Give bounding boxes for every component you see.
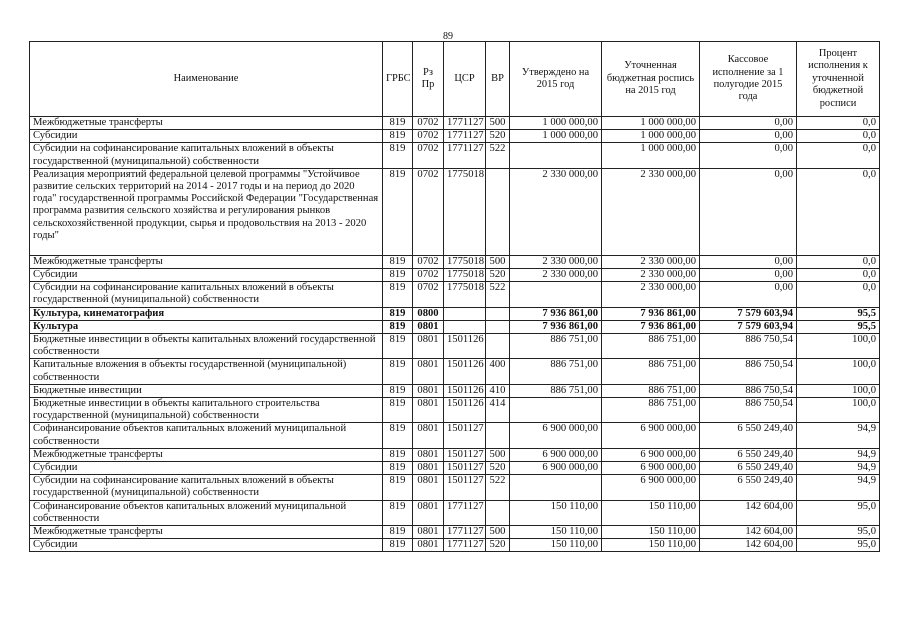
cell-approved: [510, 282, 602, 307]
cell-cash: 886 750,54: [700, 384, 797, 397]
cell-csr: 1501127: [444, 462, 486, 475]
cell-csr: 1775018: [444, 282, 486, 307]
cell-refined: 6 900 000,00: [602, 448, 700, 461]
header-rzpr: Рз Пр: [413, 42, 444, 117]
cell-approved: 7 936 861,00: [510, 320, 602, 333]
cell-rzpr: 0801: [413, 500, 444, 525]
cell-rzpr: 0801: [413, 526, 444, 539]
cell-approved: 1 000 000,00: [510, 130, 602, 143]
cell-refined: 7 936 861,00: [602, 320, 700, 333]
cell-refined: 886 751,00: [602, 334, 700, 359]
cell-cash: 7 579 603,94: [700, 307, 797, 320]
cell-approved: 150 110,00: [510, 526, 602, 539]
cell-refined: 1 000 000,00: [602, 117, 700, 130]
cell-vr: 522: [486, 475, 510, 500]
cell-vr: 500: [486, 526, 510, 539]
cell-grbs: 819: [383, 117, 413, 130]
cell-refined: 150 110,00: [602, 539, 700, 552]
cell-rzpr: 0801: [413, 423, 444, 448]
cell-approved: 2 330 000,00: [510, 269, 602, 282]
cell-approved: 2 330 000,00: [510, 168, 602, 255]
cell-rzpr: 0702: [413, 282, 444, 307]
cell-rzpr: 0702: [413, 117, 444, 130]
cell-csr: [444, 320, 486, 333]
header-percent: Процент исполнения к уточненной бюджетной росписи: [797, 42, 880, 117]
cell-name: Субсидии: [30, 130, 383, 143]
cell-cash: 6 550 249,40: [700, 462, 797, 475]
cell-refined: 1 000 000,00: [602, 130, 700, 143]
cell-approved: 886 751,00: [510, 384, 602, 397]
cell-percent: 0,0: [797, 269, 880, 282]
cell-refined: 6 900 000,00: [602, 423, 700, 448]
cell-name: Межбюджетные трансферты: [30, 526, 383, 539]
cell-percent: 100,0: [797, 384, 880, 397]
cell-cash: 886 750,54: [700, 359, 797, 384]
cell-grbs: 819: [383, 307, 413, 320]
cell-grbs: 819: [383, 282, 413, 307]
cell-vr: 500: [486, 255, 510, 268]
cell-cash: 0,00: [700, 130, 797, 143]
cell-percent: 0,0: [797, 143, 880, 168]
cell-approved: 886 751,00: [510, 359, 602, 384]
table-row: [30, 307, 880, 320]
cell-name: Бюджетные инвестиции: [30, 384, 383, 397]
cell-grbs: 819: [383, 526, 413, 539]
cell-percent: 100,0: [797, 334, 880, 359]
cell-name: Культура, кинематография: [30, 307, 383, 320]
cell-grbs: 819: [383, 398, 413, 423]
cell-refined: 2 330 000,00: [602, 282, 700, 307]
cell-vr: [486, 423, 510, 448]
cell-percent: 95,0: [797, 526, 880, 539]
cell-name: Межбюджетные трансферты: [30, 117, 383, 130]
header-name: Наименование: [30, 42, 383, 117]
cell-refined: 2 330 000,00: [602, 255, 700, 268]
header-refined: Уточненная бюджетная роспись на 2015 год: [602, 42, 700, 117]
cell-refined: 886 751,00: [602, 384, 700, 397]
cell-vr: 410: [486, 384, 510, 397]
cell-percent: 0,0: [797, 282, 880, 307]
table-row: [30, 168, 880, 255]
cell-approved: 150 110,00: [510, 539, 602, 552]
cell-grbs: 819: [383, 334, 413, 359]
cell-approved: 6 900 000,00: [510, 423, 602, 448]
header-cash: Кассовое исполнение за 1 полугодие 2015 года: [700, 42, 797, 117]
cell-csr: 1771127: [444, 526, 486, 539]
cell-vr: 414: [486, 398, 510, 423]
cell-grbs: 819: [383, 130, 413, 143]
cell-vr: 500: [486, 448, 510, 461]
table-row: [30, 282, 880, 307]
cell-percent: 94,9: [797, 448, 880, 461]
cell-rzpr: 0702: [413, 255, 444, 268]
cell-cash: 6 550 249,40: [700, 475, 797, 500]
cell-csr: 1501127: [444, 423, 486, 448]
cell-refined: 2 330 000,00: [602, 168, 700, 255]
cell-percent: 95,5: [797, 307, 880, 320]
header-approved: Утверждено на 2015 год: [510, 42, 602, 117]
cell-vr: 520: [486, 462, 510, 475]
cell-csr: 1771127: [444, 143, 486, 168]
table-row: [30, 130, 880, 143]
cell-refined: 7 936 861,00: [602, 307, 700, 320]
cell-percent: 95,0: [797, 500, 880, 525]
cell-approved: 6 900 000,00: [510, 462, 602, 475]
cell-rzpr: 0702: [413, 168, 444, 255]
table-row: [30, 334, 880, 359]
cell-rzpr: 0801: [413, 398, 444, 423]
cell-rzpr: 0702: [413, 143, 444, 168]
cell-rzpr: 0801: [413, 539, 444, 552]
cell-grbs: 819: [383, 448, 413, 461]
table-row: [30, 255, 880, 268]
table-row: [30, 475, 880, 500]
table-row: [30, 117, 880, 130]
cell-approved: 150 110,00: [510, 500, 602, 525]
cell-csr: 1775018: [444, 269, 486, 282]
cell-approved: 2 330 000,00: [510, 255, 602, 268]
cell-approved: [510, 475, 602, 500]
cell-csr: 1771127: [444, 539, 486, 552]
cell-rzpr: 0801: [413, 359, 444, 384]
cell-name: Софинансирование объектов капитальных вложений муниципальной собственности: [30, 500, 383, 525]
cell-percent: 94,9: [797, 475, 880, 500]
cell-refined: 150 110,00: [602, 500, 700, 525]
cell-cash: 7 579 603,94: [700, 320, 797, 333]
cell-percent: 0,0: [797, 168, 880, 255]
cell-refined: 6 900 000,00: [602, 475, 700, 500]
cell-grbs: 819: [383, 462, 413, 475]
cell-approved: 7 936 861,00: [510, 307, 602, 320]
cell-percent: 95,5: [797, 320, 880, 333]
table-row: [30, 462, 880, 475]
cell-refined: 886 751,00: [602, 398, 700, 423]
cell-csr: 1771127: [444, 117, 486, 130]
cell-percent: 94,9: [797, 423, 880, 448]
cell-cash: 0,00: [700, 143, 797, 168]
cell-rzpr: 0800: [413, 307, 444, 320]
cell-csr: 1771127: [444, 130, 486, 143]
cell-name: Субсидии: [30, 269, 383, 282]
cell-name: Субсидии: [30, 539, 383, 552]
cell-csr: 1501126: [444, 359, 486, 384]
header-grbs: ГРБС: [383, 42, 413, 117]
cell-name: Культура: [30, 320, 383, 333]
cell-refined: 886 751,00: [602, 359, 700, 384]
cell-grbs: 819: [383, 475, 413, 500]
cell-percent: 100,0: [797, 398, 880, 423]
budget-table: [29, 41, 880, 552]
table-row: [30, 500, 880, 525]
cell-rzpr: 0801: [413, 320, 444, 333]
cell-name: Субсидии на софинансирование капитальных вложений в объекты государственной (муниципальной) собственности: [30, 282, 383, 307]
cell-name: Межбюджетные трансферты: [30, 448, 383, 461]
cell-approved: [510, 398, 602, 423]
cell-vr: 522: [486, 143, 510, 168]
cell-vr: [486, 334, 510, 359]
cell-grbs: 819: [383, 255, 413, 268]
cell-refined: 1 000 000,00: [602, 143, 700, 168]
table-row: [30, 423, 880, 448]
cell-csr: 1775018: [444, 255, 486, 268]
cell-csr: 1771127: [444, 500, 486, 525]
table-body: [30, 117, 880, 552]
cell-vr: 522: [486, 282, 510, 307]
cell-name: Софинансирование объектов капитальных вложений муниципальной собственности: [30, 423, 383, 448]
cell-csr: 1501127: [444, 475, 486, 500]
cell-approved: 6 900 000,00: [510, 448, 602, 461]
cell-name: Субсидии на софинансирование капитальных вложений в объекты государственной (муниципальной) собственности: [30, 475, 383, 500]
cell-name: Межбюджетные трансферты: [30, 255, 383, 268]
cell-name: Бюджетные инвестиции в объекты капитальных вложений государственной собственности: [30, 334, 383, 359]
cell-vr: 520: [486, 269, 510, 282]
cell-cash: 886 750,54: [700, 398, 797, 423]
table-row: [30, 398, 880, 423]
cell-name: Субсидии: [30, 462, 383, 475]
cell-name: Бюджетные инвестиции в объекты капитального строительства государственной (муниципальной) собственности: [30, 398, 383, 423]
cell-csr: [444, 307, 486, 320]
cell-approved: 1 000 000,00: [510, 117, 602, 130]
cell-cash: 0,00: [700, 269, 797, 282]
cell-cash: 0,00: [700, 117, 797, 130]
cell-grbs: 819: [383, 539, 413, 552]
cell-refined: 150 110,00: [602, 526, 700, 539]
cell-vr: 520: [486, 539, 510, 552]
header-csr: ЦСР: [444, 42, 486, 117]
cell-rzpr: 0702: [413, 130, 444, 143]
table-row: [30, 539, 880, 552]
cell-percent: 94,9: [797, 462, 880, 475]
table-row: [30, 320, 880, 333]
cell-rzpr: 0702: [413, 269, 444, 282]
table-header-row: [30, 42, 880, 117]
cell-vr: 500: [486, 117, 510, 130]
cell-cash: 0,00: [700, 255, 797, 268]
cell-grbs: 819: [383, 143, 413, 168]
table-row: [30, 384, 880, 397]
cell-vr: [486, 307, 510, 320]
cell-rzpr: 0801: [413, 334, 444, 359]
cell-percent: 100,0: [797, 359, 880, 384]
cell-vr: 520: [486, 130, 510, 143]
table-row: [30, 526, 880, 539]
table-row: [30, 448, 880, 461]
cell-approved: 886 751,00: [510, 334, 602, 359]
cell-grbs: 819: [383, 384, 413, 397]
cell-percent: 0,0: [797, 255, 880, 268]
cell-cash: 142 604,00: [700, 500, 797, 525]
cell-csr: 1775018: [444, 168, 486, 255]
cell-rzpr: 0801: [413, 448, 444, 461]
cell-rzpr: 0801: [413, 462, 444, 475]
cell-name: Субсидии на софинансирование капитальных вложений в объекты государственной (муниципальной) собственности: [30, 143, 383, 168]
cell-cash: 142 604,00: [700, 526, 797, 539]
cell-name: Капитальные вложения в объекты государственной (муниципальной) собственности: [30, 359, 383, 384]
cell-percent: 0,0: [797, 117, 880, 130]
cell-csr: 1501127: [444, 448, 486, 461]
cell-percent: 95,0: [797, 539, 880, 552]
cell-refined: 6 900 000,00: [602, 462, 700, 475]
cell-grbs: 819: [383, 168, 413, 255]
table-row: [30, 359, 880, 384]
table-row: [30, 269, 880, 282]
cell-grbs: 819: [383, 320, 413, 333]
cell-csr: 1501126: [444, 334, 486, 359]
cell-csr: 1501126: [444, 398, 486, 423]
cell-grbs: 819: [383, 269, 413, 282]
cell-vr: [486, 320, 510, 333]
cell-vr: [486, 168, 510, 255]
header-vr: ВР: [486, 42, 510, 117]
table-row: [30, 143, 880, 168]
cell-cash: 6 550 249,40: [700, 423, 797, 448]
cell-cash: 886 750,54: [700, 334, 797, 359]
cell-name: Реализация мероприятий федеральной целевой программы "Устойчивое развитие сельских территорий на 2014 - 2017 годы и на период до 2020 года" государственной программы Российской Федерации "Государственная программа развития сельского хозяйства и регулирования рынков сельскохозяйственной продукции, сырья и продовольствия на 2013 - 2020 годы": [30, 168, 383, 255]
page-number: 89: [443, 31, 453, 42]
cell-approved: [510, 143, 602, 168]
cell-cash: 0,00: [700, 168, 797, 255]
cell-vr: [486, 500, 510, 525]
cell-grbs: 819: [383, 423, 413, 448]
cell-grbs: 819: [383, 500, 413, 525]
cell-percent: 0,0: [797, 130, 880, 143]
cell-cash: 6 550 249,40: [700, 448, 797, 461]
cell-refined: 2 330 000,00: [602, 269, 700, 282]
cell-rzpr: 0801: [413, 384, 444, 397]
cell-grbs: 819: [383, 359, 413, 384]
cell-cash: 142 604,00: [700, 539, 797, 552]
cell-cash: 0,00: [700, 282, 797, 307]
cell-vr: 400: [486, 359, 510, 384]
cell-rzpr: 0801: [413, 475, 444, 500]
cell-csr: 1501126: [444, 384, 486, 397]
